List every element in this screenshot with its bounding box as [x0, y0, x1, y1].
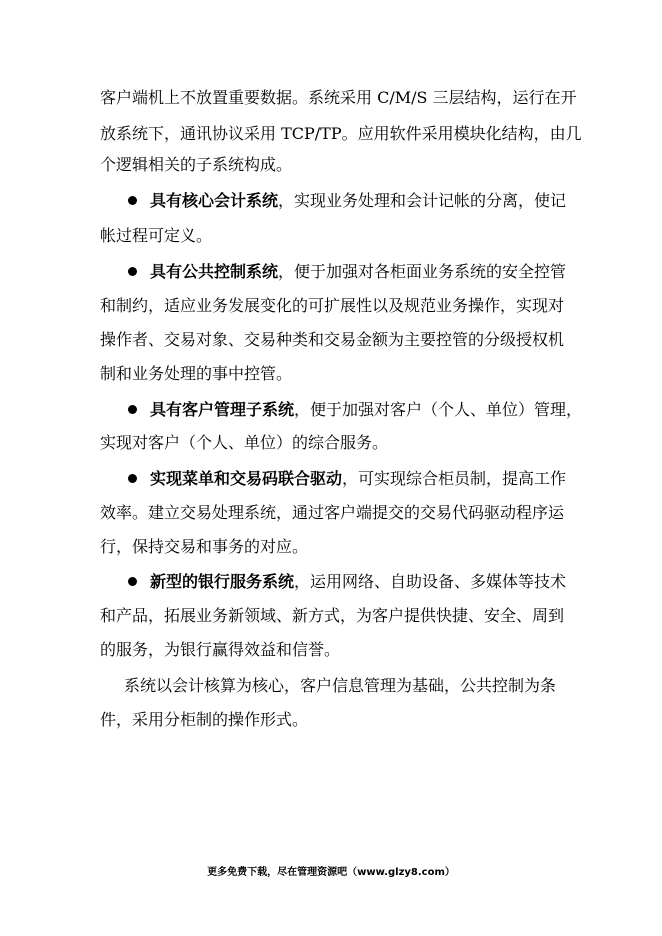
bullet-item	[100, 400, 583, 420]
bullet-bold-heading: 具有客户管理子系统	[150, 400, 295, 419]
bullet-item	[100, 469, 570, 489]
bullet-text: ，便于加强对客户（个人、单位）管理，	[294, 400, 583, 419]
paragraph-line: 行，保持交易和事务的对应。	[100, 537, 309, 556]
bullet-icon	[128, 196, 137, 205]
paragraph-line: 帐过程可定义。	[100, 226, 213, 245]
bullet-text: ，实现业务处理和会计记帐的分离，使记	[278, 191, 567, 210]
bullet-bold-heading: 新型的银行服务系统	[150, 572, 295, 591]
paragraph-line: 系统以会计核算为核心，客户信息管理为基础，公共控制为条	[124, 676, 557, 695]
bullet-icon	[128, 405, 137, 414]
bullet-text: ，便于加强对各柜面业务系统的安全控管	[278, 262, 567, 281]
bullet-text: ，可实现综合柜员制，提高工作	[342, 469, 567, 488]
bullet-text: ，运用网络、自助设备、多媒体等技术	[294, 572, 567, 591]
bullet-icon	[128, 267, 137, 276]
paragraph-line: 个逻辑相关的子系统构成。	[100, 155, 293, 174]
paragraph-line: 制和业务处理的事中控管。	[100, 364, 293, 383]
paragraph-line: 效率。建立交易处理系统，通过客户端提交的交易代码驱动程序运	[100, 503, 565, 522]
bullet-icon	[128, 577, 137, 586]
paragraph-line: 实现对客户（个人、单位）的综合服务。	[100, 433, 389, 452]
paragraph-line: 和产品，拓展业务新领域、新方式，为客户提供快捷、安全、周到	[100, 606, 565, 625]
paragraph-line: 操作者、交易对象、交易种类和交易金额为主要控管的分级授权机	[100, 330, 565, 349]
bullet-bold-heading: 具有公共控制系统	[150, 262, 279, 281]
paragraph-line: 和制约，适应业务发展变化的可扩展性以及规范业务操作，实现对	[100, 296, 565, 315]
paragraph-line: 放系统下，通讯协议采用 TCP/TP。应用软件采用模块化结构，由几	[100, 124, 582, 143]
bullet-icon	[128, 474, 137, 483]
bullet-item	[100, 262, 570, 282]
bullet-item	[100, 191, 570, 211]
bullet-item	[100, 572, 570, 592]
paragraph-line: 的服务，为银行赢得效益和信誉。	[100, 640, 341, 659]
bullet-bold-heading: 具有核心会计系统	[150, 191, 279, 210]
paragraph-line: 客户端机上不放置重要数据。系统采用 C/M/S 三层结构，运行在开	[100, 88, 577, 107]
bullet-bold-heading: 实现菜单和交易码联合驱动	[150, 469, 343, 488]
page-footer: 更多免费下载，尽在管理资源吧（www.glzy8.com）	[207, 867, 455, 878]
paragraph-line: 件，采用分柜制的操作形式。	[100, 710, 309, 729]
